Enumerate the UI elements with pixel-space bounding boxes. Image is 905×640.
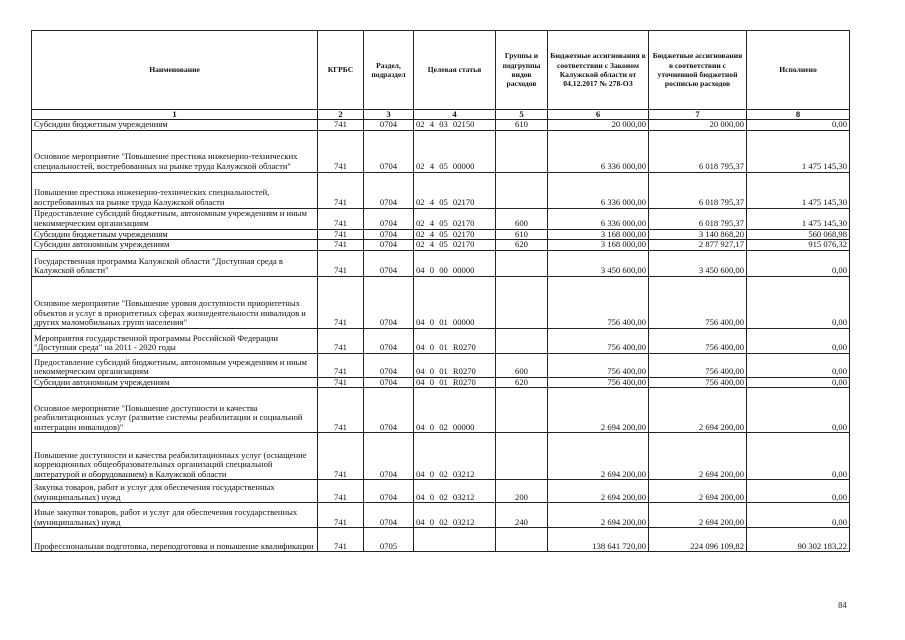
row-executed: 0,00 [747, 353, 850, 377]
table-row [32, 377, 850, 388]
row-executed: 0,00 [747, 250, 850, 276]
col-number: 3 [364, 110, 414, 120]
row-executed: 0,00 [747, 433, 850, 480]
row-law: 3 168 000,00 [548, 240, 649, 251]
row-group: 240 [496, 503, 548, 528]
header-row [32, 31, 850, 110]
row-target: 02 4 05 02170 [414, 172, 496, 208]
header-law: Бюджетные ассигнования в соответствии с Законом Калужской области от 04.12.2017 № 278-ОЗ [548, 31, 649, 110]
row-section: 0704 [364, 120, 414, 131]
row-group [496, 276, 548, 328]
table-row [32, 208, 850, 229]
row-kgrbs: 741 [318, 433, 364, 480]
row-kgrbs: 741 [318, 528, 364, 552]
row-law: 20 000,00 [548, 120, 649, 131]
table-row [32, 388, 850, 433]
row-law: 756 400,00 [548, 377, 649, 388]
row-section: 0704 [364, 240, 414, 251]
table-row [32, 328, 850, 353]
header-groups: Группы и подгруппы видов расходов [496, 31, 548, 110]
table-row [32, 353, 850, 377]
row-section: 0704 [364, 276, 414, 328]
row-kgrbs: 741 [318, 353, 364, 377]
row-law: 756 400,00 [548, 328, 649, 353]
row-executed: 0,00 [747, 503, 850, 528]
row-section: 0704 [364, 328, 414, 353]
row-law: 138 641 720,00 [548, 528, 649, 552]
row-executed: 0,00 [747, 276, 850, 328]
row-law: 6 336 000,00 [548, 130, 649, 172]
row-group: 610 [496, 120, 548, 131]
row-target: 04 0 01 R0270 [414, 328, 496, 353]
row-executed: 560 068,98 [747, 229, 850, 240]
row-refined: 3 450 600,00 [649, 250, 747, 276]
row-refined: 2 877 927,17 [649, 240, 747, 251]
table-row [32, 433, 850, 480]
row-section: 0704 [364, 503, 414, 528]
row-name: Предоставление субсидий бюджетным, автономным учреждениям и иным некоммерческим организациям [32, 208, 318, 229]
row-name: Субсидии автономным учреждениям [32, 377, 318, 388]
row-group [496, 528, 548, 552]
row-refined: 2 694 200,00 [649, 480, 747, 503]
page-number: 84 [838, 601, 847, 610]
row-executed: 1 475 145,30 [747, 172, 850, 208]
row-target: 02 4 05 02170 [414, 229, 496, 240]
row-executed: 0,00 [747, 120, 850, 131]
row-name: Государственная программа Калужской области "Доступная среда в Калужской области" [32, 250, 318, 276]
row-refined: 756 400,00 [649, 377, 747, 388]
row-group: 200 [496, 480, 548, 503]
row-target: 04 0 01 R0270 [414, 377, 496, 388]
row-section: 0704 [364, 388, 414, 433]
table-row [32, 172, 850, 208]
row-target: 04 0 01 00000 [414, 276, 496, 328]
col-number: 5 [496, 110, 548, 120]
row-refined: 224 096 109,82 [649, 528, 747, 552]
row-group: 600 [496, 208, 548, 229]
row-target: 04 0 02 00000 [414, 388, 496, 433]
col-number: 2 [318, 110, 364, 120]
table-row [32, 480, 850, 503]
row-executed: 1 475 145,30 [747, 208, 850, 229]
row-kgrbs: 741 [318, 276, 364, 328]
row-law: 3 168 000,00 [548, 229, 649, 240]
row-name: Иные закупки товаров, работ и услуг для обеспечения государственных (муниципальных) нужд [32, 503, 318, 528]
row-refined: 3 140 868,20 [649, 229, 747, 240]
row-group: 610 [496, 229, 548, 240]
row-target: 02 4 05 02170 [414, 240, 496, 251]
header-refined: Бюджетные ассигнования в соответствии с уточненной бюджетной росписью расходов [649, 31, 747, 110]
row-law: 2 694 200,00 [548, 433, 649, 480]
row-kgrbs: 741 [318, 240, 364, 251]
row-section: 0704 [364, 433, 414, 480]
row-target: 02 4 05 02170 [414, 208, 496, 229]
table-row [32, 229, 850, 240]
row-section: 0704 [364, 130, 414, 172]
row-group [496, 172, 548, 208]
col-number: 6 [548, 110, 649, 120]
row-target: 04 0 02 03212 [414, 503, 496, 528]
row-name: Субсидии бюджетным учреждениям [32, 229, 318, 240]
row-executed: 1 475 145,30 [747, 130, 850, 172]
row-group [496, 328, 548, 353]
row-group: 620 [496, 240, 548, 251]
row-kgrbs: 741 [318, 388, 364, 433]
row-executed: 90 302 183,22 [747, 528, 850, 552]
row-target [414, 528, 496, 552]
row-target: 04 0 00 00000 [414, 250, 496, 276]
row-group [496, 433, 548, 480]
header-target: Целевая статья [414, 31, 496, 110]
row-name: Основное мероприятие "Повышение уровня доступности приоритетных объектов и услуг в приоритетных сферах жизнедеятельности инвалидов и других маломобильных групп населения" [32, 276, 318, 328]
row-name: Закупка товаров, работ и услуг для обеспечения государственных (муниципальных) нужд [32, 480, 318, 503]
row-name: Основное мероприятие "Повышение престижа инженерно-технических специальностей, востребованных на рынке труда Калужской области" [32, 130, 318, 172]
row-executed: 0,00 [747, 377, 850, 388]
col-number: 7 [649, 110, 747, 120]
row-law: 3 450 600,00 [548, 250, 649, 276]
row-section: 0704 [364, 229, 414, 240]
table-row [32, 528, 850, 552]
row-group: 600 [496, 353, 548, 377]
row-refined: 2 694 200,00 [649, 388, 747, 433]
row-group [496, 250, 548, 276]
row-kgrbs: 741 [318, 328, 364, 353]
column-number-row [32, 110, 850, 120]
row-name: Субсидии автономным учреждениям [32, 240, 318, 251]
row-kgrbs: 741 [318, 172, 364, 208]
row-executed: 0,00 [747, 328, 850, 353]
header-executed: Исполнено [747, 31, 850, 110]
row-section: 0704 [364, 250, 414, 276]
row-refined: 2 694 200,00 [649, 433, 747, 480]
row-law: 6 336 000,00 [548, 208, 649, 229]
row-name: Профессиональная подготовка, переподготовка и повышение квалификации [32, 528, 318, 552]
row-executed: 0,00 [747, 480, 850, 503]
header-section: Раздел, подраздел [364, 31, 414, 110]
row-refined: 756 400,00 [649, 353, 747, 377]
row-kgrbs: 741 [318, 229, 364, 240]
row-section: 0704 [364, 480, 414, 503]
header-name: Наименование [32, 31, 318, 110]
row-section: 0704 [364, 208, 414, 229]
row-executed: 915 076,32 [747, 240, 850, 251]
row-executed: 0,00 [747, 388, 850, 433]
table-row [32, 276, 850, 328]
row-name: Повышение доступности и качества реабилитационных услуг (оснащение коррекционных общеобразовательных организаций специальной литературой и оборудованием) в Калужской области [32, 433, 318, 480]
table-row [32, 503, 850, 528]
row-refined: 6 018 795,37 [649, 172, 747, 208]
row-law: 756 400,00 [548, 276, 649, 328]
budget-table [31, 30, 850, 552]
row-kgrbs: 741 [318, 208, 364, 229]
row-kgrbs: 741 [318, 480, 364, 503]
row-kgrbs: 741 [318, 130, 364, 172]
row-refined: 2 694 200,00 [649, 503, 747, 528]
row-name: Предоставление субсидий бюджетным, автономным учреждениям и иным некоммерческим организациям [32, 353, 318, 377]
row-law: 2 694 200,00 [548, 480, 649, 503]
row-name: Субсидии бюджетным учреждениям [32, 120, 318, 131]
row-group: 620 [496, 377, 548, 388]
row-name: Повышение престижа инженерно-технических специальностей, востребованных на рынке труда Калужской области [32, 172, 318, 208]
row-kgrbs: 741 [318, 503, 364, 528]
row-refined: 6 018 795,37 [649, 208, 747, 229]
row-name: Мероприятия государственной программы Российской Федерации "Доступная среда" на 2011 - 2020 годы [32, 328, 318, 353]
row-law: 2 694 200,00 [548, 503, 649, 528]
row-refined: 756 400,00 [649, 328, 747, 353]
row-group [496, 388, 548, 433]
header-kgrbs: КГРБС [318, 31, 364, 110]
table-row [32, 240, 850, 251]
row-law: 756 400,00 [548, 353, 649, 377]
row-section: 0704 [364, 172, 414, 208]
row-kgrbs: 741 [318, 120, 364, 131]
table-row [32, 250, 850, 276]
col-number: 4 [414, 110, 496, 120]
row-section: 0704 [364, 353, 414, 377]
row-target: 02 4 05 00000 [414, 130, 496, 172]
col-number: 1 [32, 110, 318, 120]
row-kgrbs: 741 [318, 250, 364, 276]
row-target: 04 0 02 03212 [414, 480, 496, 503]
row-refined: 756 400,00 [649, 276, 747, 328]
row-target: 02 4 03 02150 [414, 120, 496, 131]
table-row [32, 120, 850, 131]
row-target: 04 0 02 03212 [414, 433, 496, 480]
row-refined: 20 000,00 [649, 120, 747, 131]
table-row [32, 130, 850, 172]
row-kgrbs: 741 [318, 377, 364, 388]
row-name: Основное мероприятие "Повышение доступности и качества реабилитационных услуг (развитие системы реабилитации и социальной интеграции инвалидов)" [32, 388, 318, 433]
row-law: 2 694 200,00 [548, 388, 649, 433]
row-section: 0704 [364, 377, 414, 388]
row-section: 0705 [364, 528, 414, 552]
col-number: 8 [747, 110, 850, 120]
row-target: 04 0 01 R0270 [414, 353, 496, 377]
row-law: 6 336 000,00 [548, 172, 649, 208]
row-refined: 6 018 795,37 [649, 130, 747, 172]
row-group [496, 130, 548, 172]
